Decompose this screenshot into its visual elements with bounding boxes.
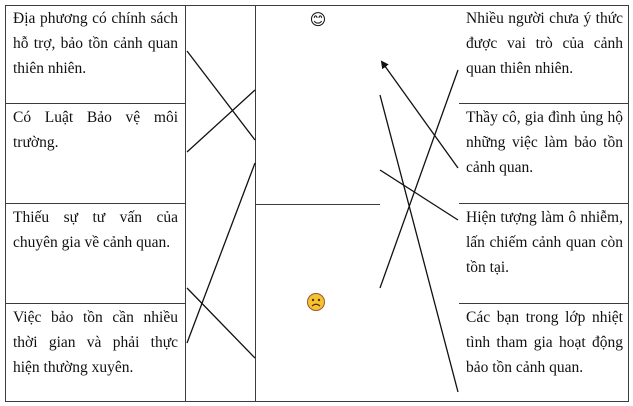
line-right-4 <box>380 95 458 392</box>
smiling-face-icon: 😊 <box>309 10 327 29</box>
line-left-3 <box>187 163 255 343</box>
right-item-1-text: Nhiều người chưa ý thức được vai trò của cảnh quan thiên nhiên. <box>466 10 623 77</box>
left-item-1-text: Địa phương có chính sách hỗ trợ, bảo tồn cảnh quan thiên nhiên. <box>13 10 178 77</box>
left-item-3-text: Thiếu sự tư vấn của chuyên gia về cảnh quan. <box>13 209 178 251</box>
line-left-4 <box>187 288 255 358</box>
right-item-3-text: Hiện tượng làm ô nhiễm, lấn chiếm cảnh quan còn tồn tại. <box>466 209 623 276</box>
left-item-4-text: Việc bảo tồn cần nhiều thời gian và phải thực hiện thường xuyên. <box>13 309 178 376</box>
line-right-2 <box>380 70 458 288</box>
line-left-2 <box>187 90 255 152</box>
right-item-4-text: Các bạn trong lớp nhiệt tình tham gia hoạt động bảo tồn cảnh quan. <box>466 309 623 376</box>
line-right-1-arrow <box>382 62 458 168</box>
right-item-2-text: Thầy cô, gia đình ủng hộ những việc làm bảo tồn cảnh quan. <box>466 109 623 176</box>
left-item-2-text: Có Luật Bảo vệ môi trường. <box>13 109 178 151</box>
line-left-1 <box>187 51 255 140</box>
